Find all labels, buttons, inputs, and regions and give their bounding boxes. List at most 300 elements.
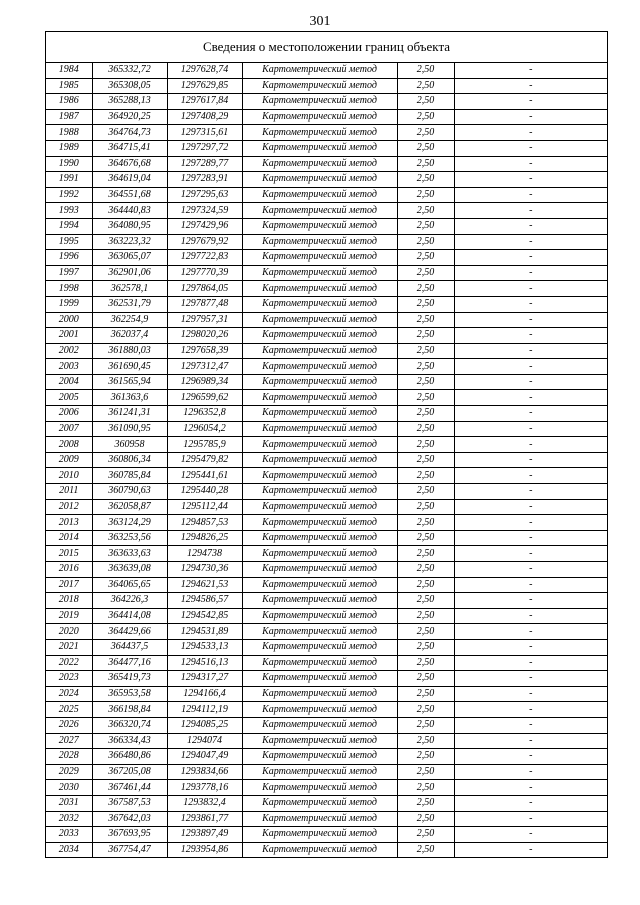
description-cell: - (454, 343, 607, 359)
description-cell: - (454, 187, 607, 203)
point-number-cell: 2011 (46, 484, 92, 500)
y-coordinate-cell: 1294826,25 (167, 530, 242, 546)
description-cell: - (454, 203, 607, 219)
precision-cell: 2,50 (397, 639, 454, 655)
x-coordinate-cell: 367642,03 (92, 811, 167, 827)
method-cell: Картометрический метод (242, 265, 397, 281)
x-coordinate-cell: 363065,07 (92, 250, 167, 266)
y-coordinate-cell: 1293897,49 (167, 827, 242, 843)
method-cell: Картометрический метод (242, 827, 397, 843)
method-cell: Картометрический метод (242, 702, 397, 718)
y-coordinate-cell: 1297679,92 (167, 234, 242, 250)
y-coordinate-cell: 1294542,85 (167, 608, 242, 624)
x-coordinate-cell: 364429,66 (92, 624, 167, 640)
precision-cell: 2,50 (397, 63, 454, 78)
precision-cell: 2,50 (397, 328, 454, 344)
y-coordinate-cell: 1293834,66 (167, 764, 242, 780)
precision-cell: 2,50 (397, 842, 454, 857)
description-cell: - (454, 172, 607, 188)
point-number-cell: 2022 (46, 655, 92, 671)
table-row (46, 484, 607, 500)
description-cell: - (454, 406, 607, 422)
method-cell: Картометрический метод (242, 530, 397, 546)
point-number-cell: 1986 (46, 94, 92, 110)
description-cell: - (454, 764, 607, 780)
description-cell: - (454, 780, 607, 796)
description-cell: - (454, 109, 607, 125)
precision-cell: 2,50 (397, 593, 454, 609)
description-cell: - (454, 717, 607, 733)
description-cell: - (454, 546, 607, 562)
y-coordinate-cell: 1296989,34 (167, 374, 242, 390)
x-coordinate-cell: 365953,58 (92, 686, 167, 702)
description-cell: - (454, 530, 607, 546)
precision-cell: 2,50 (397, 374, 454, 390)
point-number-cell: 2013 (46, 515, 92, 531)
x-coordinate-cell: 363223,32 (92, 234, 167, 250)
method-cell: Картометрический метод (242, 390, 397, 406)
y-coordinate-cell: 1294047,49 (167, 749, 242, 765)
table-row (46, 546, 607, 562)
x-coordinate-cell: 365308,05 (92, 78, 167, 94)
point-number-cell: 1991 (46, 172, 92, 188)
description-cell: - (454, 577, 607, 593)
precision-cell: 2,50 (397, 187, 454, 203)
precision-cell: 2,50 (397, 359, 454, 375)
precision-cell: 2,50 (397, 484, 454, 500)
x-coordinate-cell: 361090,95 (92, 421, 167, 437)
x-coordinate-cell: 362037,4 (92, 328, 167, 344)
table-row (46, 63, 607, 78)
table-row (46, 562, 607, 578)
x-coordinate-cell: 364414,08 (92, 608, 167, 624)
precision-cell: 2,50 (397, 250, 454, 266)
table-row (46, 421, 607, 437)
table-row (46, 359, 607, 375)
point-number-cell: 1988 (46, 125, 92, 141)
table-row (46, 78, 607, 94)
method-cell: Картометрический метод (242, 109, 397, 125)
description-cell: - (454, 562, 607, 578)
point-number-cell: 2026 (46, 717, 92, 733)
precision-cell: 2,50 (397, 94, 454, 110)
point-number-cell: 2009 (46, 452, 92, 468)
point-number-cell: 2010 (46, 468, 92, 484)
x-coordinate-cell: 361363,6 (92, 390, 167, 406)
y-coordinate-cell: 1294531,89 (167, 624, 242, 640)
method-cell: Картометрический метод (242, 764, 397, 780)
description-cell: - (454, 359, 607, 375)
y-coordinate-cell: 1297629,85 (167, 78, 242, 94)
y-coordinate-cell: 1295479,82 (167, 452, 242, 468)
point-number-cell: 2032 (46, 811, 92, 827)
point-number-cell: 2018 (46, 593, 92, 609)
table-row (46, 296, 607, 312)
point-number-cell: 1994 (46, 218, 92, 234)
table-row (46, 671, 607, 687)
x-coordinate-cell: 365332,72 (92, 63, 167, 78)
x-coordinate-cell: 364619,04 (92, 172, 167, 188)
y-coordinate-cell: 1297429,96 (167, 218, 242, 234)
point-number-cell: 2004 (46, 374, 92, 390)
point-number-cell: 1990 (46, 156, 92, 172)
description-cell: - (454, 218, 607, 234)
y-coordinate-cell: 1297315,61 (167, 125, 242, 141)
x-coordinate-cell: 362254,9 (92, 312, 167, 328)
point-number-cell: 2008 (46, 437, 92, 453)
precision-cell: 2,50 (397, 530, 454, 546)
y-coordinate-cell: 1297289,77 (167, 156, 242, 172)
y-coordinate-cell: 1294074 (167, 733, 242, 749)
precision-cell: 2,50 (397, 109, 454, 125)
table-row (46, 156, 607, 172)
method-cell: Картометрический метод (242, 655, 397, 671)
point-number-cell: 1996 (46, 250, 92, 266)
y-coordinate-cell: 1293954,86 (167, 842, 242, 857)
precision-cell: 2,50 (397, 343, 454, 359)
precision-cell: 2,50 (397, 811, 454, 827)
table-row (46, 639, 607, 655)
table-row (46, 406, 607, 422)
precision-cell: 2,50 (397, 780, 454, 796)
point-number-cell: 2019 (46, 608, 92, 624)
precision-cell: 2,50 (397, 234, 454, 250)
table-row (46, 608, 607, 624)
table-row (46, 374, 607, 390)
method-cell: Картометрический метод (242, 187, 397, 203)
method-cell: Картометрический метод (242, 437, 397, 453)
table-row (46, 328, 607, 344)
table-row (46, 624, 607, 640)
y-coordinate-cell: 1297283,91 (167, 172, 242, 188)
x-coordinate-cell: 364920,25 (92, 109, 167, 125)
y-coordinate-cell: 1297628,74 (167, 63, 242, 78)
y-coordinate-cell: 1293861,77 (167, 811, 242, 827)
y-coordinate-cell: 1296352,8 (167, 406, 242, 422)
description-cell: - (454, 733, 607, 749)
precision-cell: 2,50 (397, 608, 454, 624)
point-number-cell: 2016 (46, 562, 92, 578)
point-number-cell: 2007 (46, 421, 92, 437)
x-coordinate-cell: 364551,68 (92, 187, 167, 203)
x-coordinate-cell: 363124,29 (92, 515, 167, 531)
y-coordinate-cell: 1294166,4 (167, 686, 242, 702)
method-cell: Картометрический метод (242, 328, 397, 344)
point-number-cell: 2015 (46, 546, 92, 562)
method-cell: Картометрический метод (242, 484, 397, 500)
table-row (46, 187, 607, 203)
y-coordinate-cell: 1297658,39 (167, 343, 242, 359)
precision-cell: 2,50 (397, 172, 454, 188)
x-coordinate-cell: 363633,63 (92, 546, 167, 562)
method-cell: Картометрический метод (242, 546, 397, 562)
precision-cell: 2,50 (397, 795, 454, 811)
precision-cell: 2,50 (397, 437, 454, 453)
point-number-cell: 2023 (46, 671, 92, 687)
method-cell: Картометрический метод (242, 671, 397, 687)
table-row (46, 717, 607, 733)
method-cell: Картометрический метод (242, 733, 397, 749)
description-cell: - (454, 811, 607, 827)
x-coordinate-cell: 367587,53 (92, 795, 167, 811)
precision-cell: 2,50 (397, 125, 454, 141)
description-cell: - (454, 125, 607, 141)
precision-cell: 2,50 (397, 156, 454, 172)
method-cell: Картометрический метод (242, 281, 397, 297)
precision-cell: 2,50 (397, 733, 454, 749)
method-cell: Картометрический метод (242, 717, 397, 733)
table-row (46, 749, 607, 765)
x-coordinate-cell: 363253,56 (92, 530, 167, 546)
coordinates-table (46, 63, 607, 857)
precision-cell: 2,50 (397, 140, 454, 156)
precision-cell: 2,50 (397, 827, 454, 843)
precision-cell: 2,50 (397, 499, 454, 515)
x-coordinate-cell: 362531,79 (92, 296, 167, 312)
point-number-cell: 2005 (46, 390, 92, 406)
y-coordinate-cell: 1297324,59 (167, 203, 242, 219)
precision-cell: 2,50 (397, 546, 454, 562)
y-coordinate-cell: 1297957,31 (167, 312, 242, 328)
description-cell: - (454, 265, 607, 281)
table-row (46, 172, 607, 188)
table-row (46, 780, 607, 796)
table-row (46, 94, 607, 110)
y-coordinate-cell: 1296054,2 (167, 421, 242, 437)
point-number-cell: 2031 (46, 795, 92, 811)
method-cell: Картометрический метод (242, 515, 397, 531)
x-coordinate-cell: 364437,5 (92, 639, 167, 655)
table-row (46, 250, 607, 266)
y-coordinate-cell: 1297877,48 (167, 296, 242, 312)
description-cell: - (454, 686, 607, 702)
precision-cell: 2,50 (397, 515, 454, 531)
point-number-cell: 2029 (46, 764, 92, 780)
x-coordinate-cell: 361690,45 (92, 359, 167, 375)
method-cell: Картометрический метод (242, 78, 397, 94)
table-row (46, 702, 607, 718)
precision-cell: 2,50 (397, 686, 454, 702)
point-number-cell: 1993 (46, 203, 92, 219)
coordinates-table-body (46, 63, 607, 857)
description-cell: - (454, 374, 607, 390)
y-coordinate-cell: 1294085,25 (167, 717, 242, 733)
table-row (46, 811, 607, 827)
description-cell: - (454, 515, 607, 531)
description-cell: - (454, 296, 607, 312)
x-coordinate-cell: 366334,43 (92, 733, 167, 749)
precision-cell: 2,50 (397, 577, 454, 593)
y-coordinate-cell: 1297864,05 (167, 281, 242, 297)
y-coordinate-cell: 1295785,9 (167, 437, 242, 453)
description-cell: - (454, 312, 607, 328)
precision-cell: 2,50 (397, 312, 454, 328)
y-coordinate-cell: 1297312,47 (167, 359, 242, 375)
description-cell: - (454, 328, 607, 344)
y-coordinate-cell: 1294516,13 (167, 655, 242, 671)
description-cell: - (454, 390, 607, 406)
description-cell: - (454, 94, 607, 110)
description-cell: - (454, 624, 607, 640)
y-coordinate-cell: 1297295,63 (167, 187, 242, 203)
description-cell: - (454, 484, 607, 500)
point-number-cell: 1992 (46, 187, 92, 203)
description-cell: - (454, 795, 607, 811)
y-coordinate-cell: 1294317,27 (167, 671, 242, 687)
x-coordinate-cell: 360958 (92, 437, 167, 453)
section-title: Сведения о местоположении границ объекта (46, 32, 607, 63)
method-cell: Картометрический метод (242, 359, 397, 375)
table-row (46, 499, 607, 515)
precision-cell: 2,50 (397, 296, 454, 312)
point-number-cell: 2028 (46, 749, 92, 765)
x-coordinate-cell: 366198,84 (92, 702, 167, 718)
point-number-cell: 2025 (46, 702, 92, 718)
x-coordinate-cell: 364226,3 (92, 593, 167, 609)
description-cell: - (454, 437, 607, 453)
point-number-cell: 1984 (46, 63, 92, 78)
point-number-cell: 2014 (46, 530, 92, 546)
x-coordinate-cell: 361241,31 (92, 406, 167, 422)
x-coordinate-cell: 360790,63 (92, 484, 167, 500)
table-row (46, 468, 607, 484)
y-coordinate-cell: 1294112,19 (167, 702, 242, 718)
y-coordinate-cell: 1294857,53 (167, 515, 242, 531)
y-coordinate-cell: 1295440,28 (167, 484, 242, 500)
description-cell: - (454, 234, 607, 250)
point-number-cell: 2030 (46, 780, 92, 796)
method-cell: Картометрический метод (242, 686, 397, 702)
y-coordinate-cell: 1295112,44 (167, 499, 242, 515)
table-row (46, 452, 607, 468)
method-cell: Картометрический метод (242, 125, 397, 141)
method-cell: Картометрический метод (242, 499, 397, 515)
y-coordinate-cell: 1296599,62 (167, 390, 242, 406)
y-coordinate-cell: 1294730,36 (167, 562, 242, 578)
table-row (46, 764, 607, 780)
x-coordinate-cell: 364715,41 (92, 140, 167, 156)
method-cell: Картометрический метод (242, 203, 397, 219)
description-cell: - (454, 827, 607, 843)
description-cell: - (454, 452, 607, 468)
description-cell: - (454, 140, 607, 156)
method-cell: Картометрический метод (242, 296, 397, 312)
method-cell: Картометрический метод (242, 218, 397, 234)
y-coordinate-cell: 1294621,53 (167, 577, 242, 593)
y-coordinate-cell: 1293832,4 (167, 795, 242, 811)
precision-cell: 2,50 (397, 265, 454, 281)
point-number-cell: 1995 (46, 234, 92, 250)
table-row (46, 390, 607, 406)
point-number-cell: 2021 (46, 639, 92, 655)
table-row (46, 125, 607, 141)
point-number-cell: 2020 (46, 624, 92, 640)
y-coordinate-cell: 1297297,72 (167, 140, 242, 156)
y-coordinate-cell: 1297408,29 (167, 109, 242, 125)
x-coordinate-cell: 360785,84 (92, 468, 167, 484)
page-number: 301 (309, 14, 331, 29)
description-cell: - (454, 78, 607, 94)
description-cell: - (454, 655, 607, 671)
precision-cell: 2,50 (397, 421, 454, 437)
point-number-cell: 2000 (46, 312, 92, 328)
x-coordinate-cell: 364440,83 (92, 203, 167, 219)
method-cell: Картометрический метод (242, 795, 397, 811)
y-coordinate-cell: 1294586,57 (167, 593, 242, 609)
x-coordinate-cell: 367754,47 (92, 842, 167, 857)
table-row (46, 218, 607, 234)
precision-cell: 2,50 (397, 702, 454, 718)
point-number-cell: 2024 (46, 686, 92, 702)
precision-cell: 2,50 (397, 671, 454, 687)
table-row (46, 842, 607, 857)
precision-cell: 2,50 (397, 717, 454, 733)
table-row (46, 530, 607, 546)
description-cell: - (454, 281, 607, 297)
y-coordinate-cell: 1295441,61 (167, 468, 242, 484)
table-row (46, 281, 607, 297)
x-coordinate-cell: 367205,08 (92, 764, 167, 780)
point-number-cell: 2027 (46, 733, 92, 749)
method-cell: Картометрический метод (242, 749, 397, 765)
table-row (46, 593, 607, 609)
method-cell: Картометрический метод (242, 312, 397, 328)
precision-cell: 2,50 (397, 468, 454, 484)
precision-cell: 2,50 (397, 78, 454, 94)
method-cell: Картометрический метод (242, 608, 397, 624)
description-cell: - (454, 468, 607, 484)
x-coordinate-cell: 367693,95 (92, 827, 167, 843)
point-number-cell: 1989 (46, 140, 92, 156)
precision-cell: 2,50 (397, 406, 454, 422)
method-cell: Картометрический метод (242, 63, 397, 78)
table-row (46, 515, 607, 531)
x-coordinate-cell: 366320,74 (92, 717, 167, 733)
table-row (46, 203, 607, 219)
method-cell: Картометрический метод (242, 624, 397, 640)
table-row (46, 109, 607, 125)
point-number-cell: 1987 (46, 109, 92, 125)
table-row (46, 655, 607, 671)
method-cell: Картометрический метод (242, 811, 397, 827)
point-number-cell: 2002 (46, 343, 92, 359)
precision-cell: 2,50 (397, 624, 454, 640)
description-cell: - (529, 843, 533, 855)
point-number-cell: 1998 (46, 281, 92, 297)
table-row (46, 140, 607, 156)
method-cell: Картометрический метод (242, 406, 397, 422)
method-cell: Картометрический метод (242, 842, 397, 857)
method-cell: Картометрический метод (242, 343, 397, 359)
description-cell: - (454, 63, 607, 78)
table-row (46, 827, 607, 843)
precision-cell: 2,50 (397, 452, 454, 468)
precision-cell: 2,50 (397, 764, 454, 780)
x-coordinate-cell: 362058,87 (92, 499, 167, 515)
boundary-location-table (45, 31, 608, 858)
description-cell: - (454, 156, 607, 172)
table-row (46, 577, 607, 593)
description-cell: - (454, 749, 607, 765)
method-cell: Картометрический метод (242, 593, 397, 609)
precision-cell: 2,50 (397, 203, 454, 219)
point-number-cell: 2017 (46, 577, 92, 593)
point-number-cell: 2033 (46, 827, 92, 843)
description-cell: - (454, 250, 607, 266)
method-cell: Картометрический метод (242, 639, 397, 655)
x-coordinate-cell: 364065,65 (92, 577, 167, 593)
y-coordinate-cell: 1297617,84 (167, 94, 242, 110)
